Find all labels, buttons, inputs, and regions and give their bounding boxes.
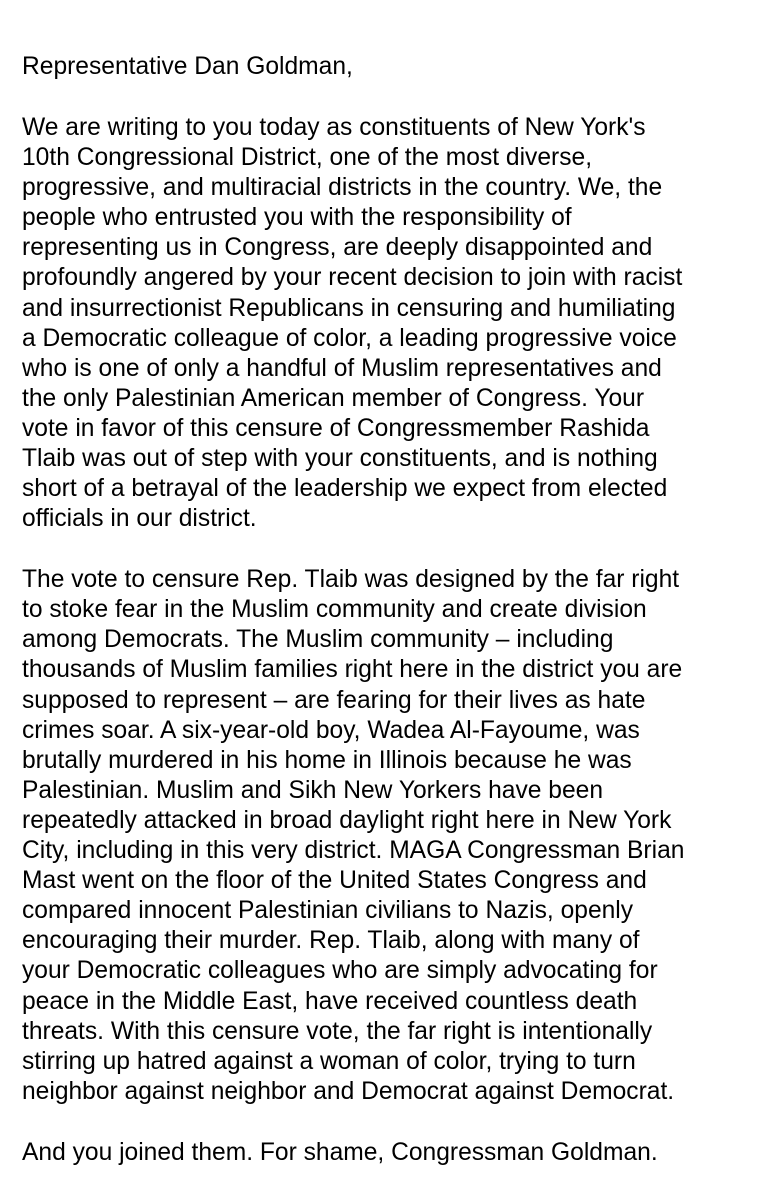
paragraph-2: [22, 565, 767, 1107]
paragraph-1: [22, 113, 767, 534]
paragraph-2-line: to stoke fear in the Muslim community and create division: [22, 596, 647, 624]
paragraph-2-line: stirring up hatred against a woman of color, trying to turn: [22, 1047, 636, 1075]
paragraph-2-line: thousands of Muslim families right here in the district you are: [22, 656, 683, 684]
paragraph-2-line: supposed to represent – are fearing for their lives as hate: [22, 686, 646, 714]
salutation-line: Representative Dan Goldman,: [22, 53, 353, 80]
paragraph-1-line: people who entrusted you with the responsibility of: [22, 204, 572, 232]
paragraph-1-line: profoundly angered by your recent decision to join with racist: [22, 264, 683, 292]
salutation: [22, 52, 767, 82]
paragraph-1-line: the only Palestinian American member of Congress. Your: [22, 384, 645, 412]
closing-line: And you joined them. For shame, Congressman Goldman.: [22, 1138, 658, 1166]
paragraph-2-line: repeatedly attacked in broad daylight right here in New York: [22, 806, 672, 834]
paragraph-1-line: who is one of only a handful of Muslim representatives and: [22, 354, 662, 382]
paragraph-1-line: vote in favor of this censure of Congressmember Rashida: [22, 414, 650, 442]
paragraph-2-line: The vote to censure Rep. Tlaib was designed by the far right: [22, 566, 680, 594]
paragraph-2-line: compared innocent Palestinian civilians to Nazis, openly: [22, 897, 634, 925]
paragraph-2-line: neighbor against neighbor and Democrat against Democrat.: [22, 1077, 675, 1105]
paragraph-2-line: Mast went on the floor of the United States Congress and: [22, 867, 647, 895]
paragraph-2-line: encouraging their murder. Rep. Tlaib, along with many of: [22, 927, 640, 955]
paragraph-1-line: officials in our district.: [22, 505, 257, 533]
paragraph-2-line: Palestinian. Muslim and Sikh New Yorkers have been: [22, 776, 604, 804]
closing: [22, 1138, 767, 1168]
paragraph-1-line: representing us in Congress, are deeply disappointed and: [22, 234, 653, 262]
paragraph-gap: [22, 82, 767, 113]
paragraph-gap: [22, 1107, 767, 1138]
letter-body: [22, 52, 767, 1168]
paragraph-2-line: brutally murdered in his home in Illinois because he was: [22, 746, 632, 774]
paragraph-2-line: among Democrats. The Muslim community – including: [22, 626, 614, 654]
paragraph-2-line: crimes soar. A six-year-old boy, Wadea Al-Fayoume, was: [22, 716, 640, 744]
paragraph-2-line: City, including in this very district. MAGA Congressman Brian: [22, 837, 685, 865]
paragraph-2-line: your Democratic colleagues who are simply advocating for: [22, 957, 658, 985]
paragraph-gap: [22, 534, 767, 565]
paragraph-2-line: threats. With this censure vote, the far right is intentionally: [22, 1017, 653, 1045]
paragraph-1-line: and insurrectionist Republicans in censuring and humiliating: [22, 294, 676, 322]
paragraph-2-line: peace in the Middle East, have received countless death: [22, 987, 638, 1015]
paragraph-1-line: Tlaib was out of step with your constituents, and is nothing: [22, 445, 658, 473]
paragraph-1-line: We are writing to you today as constituents of New York's: [22, 113, 646, 141]
paragraph-1-line: 10th Congressional District, one of the most diverse,: [22, 144, 593, 172]
paragraph-1-line: a Democratic colleague of color, a leading progressive voice: [22, 324, 677, 352]
paragraph-1-line: short of a betrayal of the leadership we expect from elected: [22, 475, 668, 503]
paragraph-1-line: progressive, and multiracial districts in the country. We, the: [22, 174, 663, 202]
